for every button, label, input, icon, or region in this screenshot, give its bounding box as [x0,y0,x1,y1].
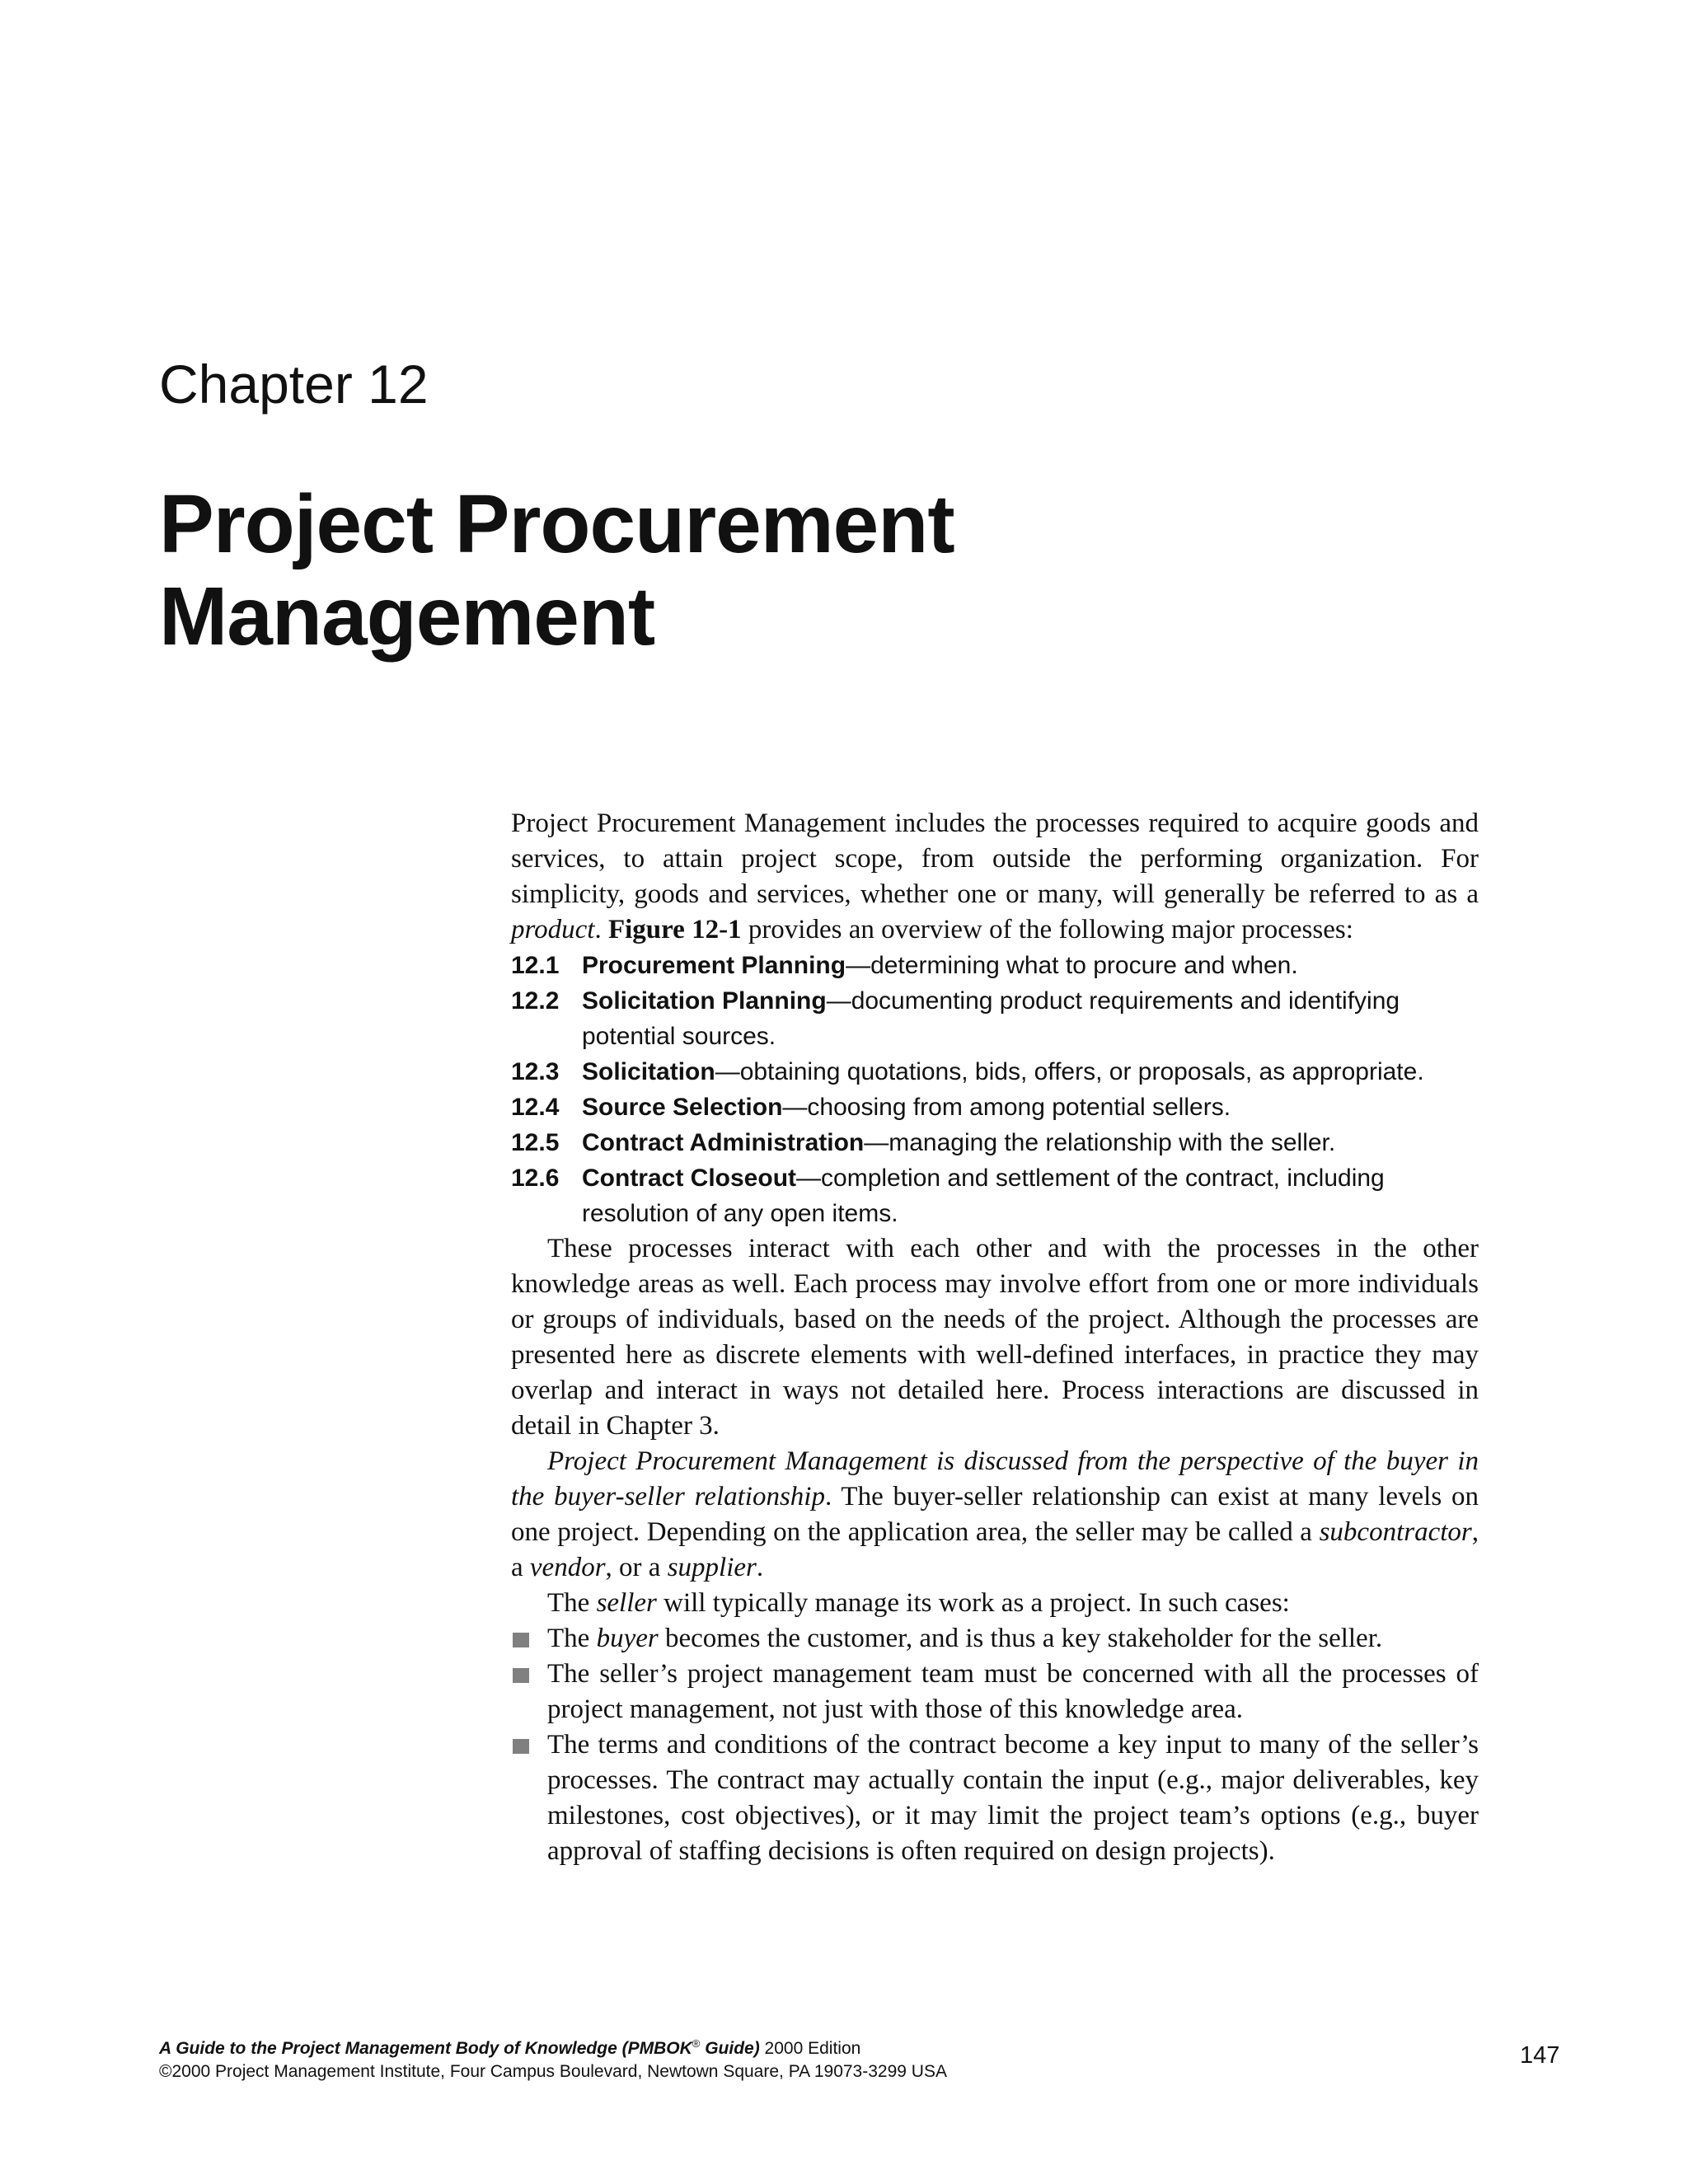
chapter-title-line1: Project Procurement [159,478,954,570]
page-footer [159,2032,947,2083]
chapter-title [159,478,1313,663]
process-number: 12.3 [511,1058,560,1085]
footer-title-line: A Guide to the Project Management Body of Knowledge (PMBOK® Guide) 2000 Edition [159,2037,861,2058]
process-number: 12.6 [511,1165,560,1192]
process-item [511,948,1479,983]
square-bullet-icon [513,1668,529,1683]
process-description: —documenting product requirements and identifying potential sources. [582,987,1400,1050]
process-description: —managing the relationship with the seller. [864,1129,1336,1156]
process-item [511,1160,1479,1231]
figure-reference: Figure 12-1 [607,915,742,944]
buyer-seller-paragraph: Project Procurement Management is discussed from the perspective of the buyer in the buyer-seller relationship. The buyer-seller relationship can exist at many levels on one project. Depending on the application area, the seller may be called a subcontractor, a vendor, or a supplier. [511,1446,1479,1582]
square-bullet-icon [513,1739,529,1754]
footer-copyright: ©2000 Project Management Institute, Four Campus Boulevard, Newtown Square, PA 19073-3299 USA [159,2062,947,2081]
bullet-item: The terms and conditions of the contract become a key input to many of the seller’s processes. The contract may actually contain the input (e.g., major deliverables, key milestones, cost objectives), or it may limit the project team’s options (e.g., buyer approval of staffing decisions is often required on design projects). [511,1727,1479,1869]
bullet-item: The seller’s project management team must be concerned with all the processes of project management, not just with those of this knowledge area. [511,1657,1479,1727]
process-item [511,1125,1479,1160]
process-name: Procurement Planning [582,952,846,979]
process-description: —determining what to procure and when. [846,952,1298,979]
process-name: Solicitation Planning [582,987,827,1015]
page-number: 147 [1520,2042,1560,2069]
process-number: 12.2 [511,987,560,1015]
square-bullet-icon [513,1633,529,1647]
chapter-label: Chapter 12 [159,354,429,415]
process-number: 12.5 [511,1129,560,1156]
processes-interaction-paragraph: These processes interact with each other and with the processes in the other knowledge areas as well. Each process may involve effort from one or more individuals or groups of individuals, based on the needs of the project. Although the processes are presented here as discrete elements with well-defined interfaces, in practice they may overlap and interact in ways not detailed here. Process interactions are discussed in detail in Chapter 3. [511,1234,1479,1441]
process-name: Source Selection [582,1094,783,1121]
intro-paragraph: Project Procurement Management includes the processes required to acquire goods and services, to attain project scope, from outside the performing organization. For simplicity, goods and services, whether one or many, will generally be referred to as a product. Figure 12-1 provides an overview of the following major processes: [511,808,1479,944]
process-description: —completion and settlement of the contract, including resolution of any open items. [582,1165,1385,1227]
process-number: 12.1 [511,952,560,979]
process-name: Contract Closeout [582,1165,797,1192]
chapter-title-line2: Management [159,570,655,663]
process-item [511,1090,1479,1125]
bullet-list [511,1621,1479,1869]
seller-paragraph: The seller will typically manage its work as a project. In such cases: [547,1588,1290,1618]
process-list [511,948,1479,1231]
process-item [511,983,1479,1054]
product-term: product [511,915,595,944]
process-item [511,1054,1479,1090]
body-text [511,806,1479,1869]
process-number: 12.4 [511,1094,560,1121]
process-description: —choosing from among potential sellers. [782,1094,1231,1121]
bullet-item: The buyer becomes the customer, and is thus a key stakeholder for the seller. [511,1621,1479,1657]
process-name: Solicitation [582,1058,715,1085]
process-name: Contract Administration [582,1129,865,1156]
process-description: —obtaining quotations, bids, offers, or proposals, as appropriate. [715,1058,1424,1085]
